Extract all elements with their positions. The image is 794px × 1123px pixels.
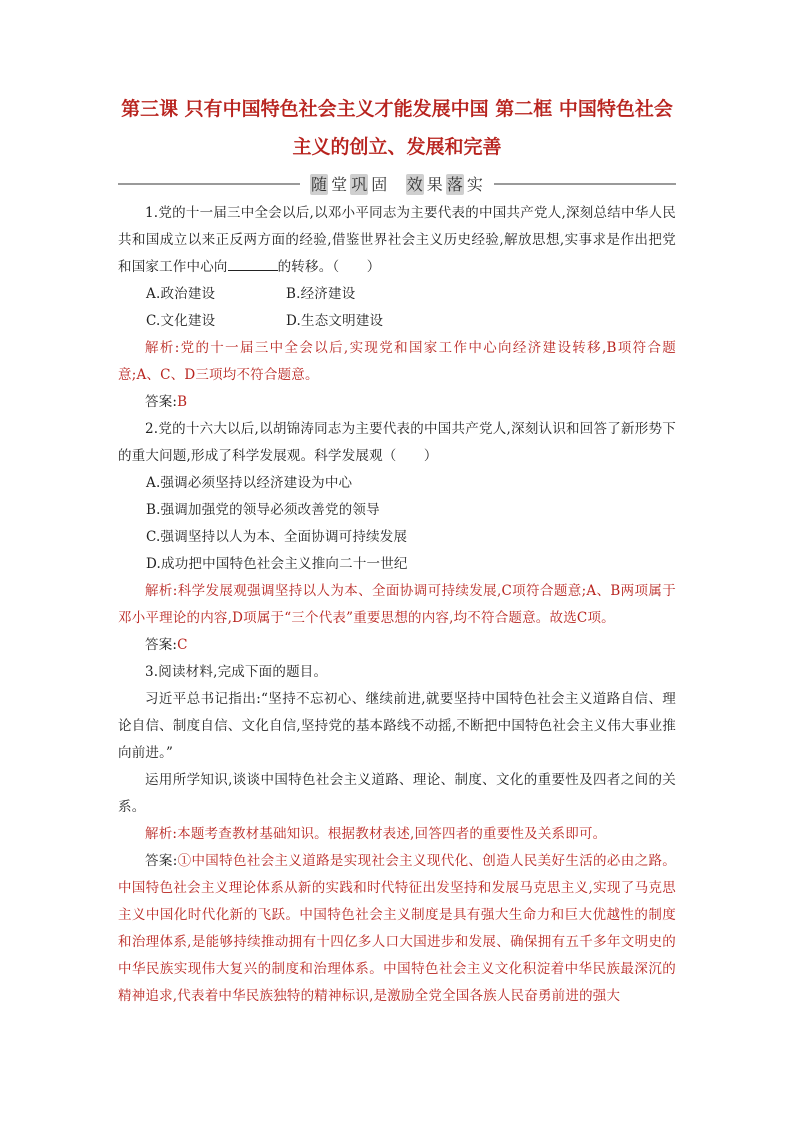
question-3-answer — [118, 848, 676, 1010]
question-2-analysis: 解析:科学发展观强调坚持以人为本、全面协调可持续发展,C项符合题意;A、B两项属于邓小平理论的内容,D项属于“三个代表”重要思想的内容,均不符合题意。故选C项。 — [118, 583, 676, 626]
option-c: C.文化建设 — [146, 313, 216, 329]
question-2-stem: 2.党的十六大以后,以胡锦涛同志为主要代表的中国共产党人,深刻认识和回答了新形势下的重大问题,形成了科学发展观。科学发展观（ ） — [118, 421, 676, 464]
option-b: B.经济建设 — [286, 286, 356, 302]
question-3-analysis: 解析:本题考查教材基础知识。根据教材表述,回答四者的重要性及关系即可。 — [145, 826, 607, 842]
answer-label: 答案: — [145, 853, 178, 869]
banner-char: 效 — [406, 174, 423, 194]
title-line-2: 主义的创立、发展和完善 — [292, 136, 502, 158]
answer-label: 答案: — [145, 394, 178, 410]
question-1-options-row-2 — [118, 308, 676, 335]
banner-char: 随 — [311, 174, 328, 194]
page-title — [100, 90, 694, 166]
option-c: C.强调坚持以人为本、全面协调可持续发展 — [146, 529, 408, 545]
banner-char: 落 — [446, 174, 463, 194]
banner-char: 堂 — [331, 174, 348, 194]
banner-char: 巩 — [351, 174, 368, 194]
banner-rule-right — [494, 183, 676, 185]
question-1-analysis: 解析:党的十一届三中全会以后,实现党和国家工作中心向经济建设转移,B项符合题意;A、C、D三项均不符合题意。 — [118, 340, 676, 383]
question-3-stem: 3.阅读材料,完成下面的题目。 — [145, 664, 328, 680]
option-d: D.生态文明建设 — [286, 313, 384, 329]
banner-char: 果 — [426, 174, 443, 194]
option-a: A.强调必须坚持以经济建设为中心 — [146, 475, 353, 491]
question-1-answer — [118, 389, 676, 416]
banner-gap — [390, 174, 403, 195]
banner-char: 实 — [466, 174, 483, 194]
title-line-1: 第三课 只有中国特色社会主义才能发展中国 第二框 中国特色社会 — [121, 98, 673, 120]
answer-value: C — [177, 637, 188, 653]
question-1-stem-text: 1.党的十一届三中全会以后,以邓小平同志为主要代表的中国共产党人,深刻总结中华人民共和国成立以来正反两方面的经验,借鉴世界社会主义历史经验,解放思想,实事求是作出把党和国家工作中心向 — [118, 205, 676, 275]
question-1-options-row-1 — [118, 281, 676, 308]
question-3-material: 习近平总书记指出:“坚持不忘初心、继续前进,就要坚持中国特色社会主义道路自信、理论自信、制度自信、文化自信,坚持党的基本路线不动摇,不断把中国特色社会主义伟大事业推向前进。” — [118, 691, 676, 761]
option-d: D.成功把中国特色社会主义推向二十一世纪 — [146, 556, 408, 572]
option-b: B.强调加强党的领导必须改善党的领导 — [146, 502, 380, 518]
answer-label: 答案: — [145, 637, 178, 653]
banner-char: 固 — [371, 174, 388, 194]
question-3-question: 运用所学知识,谈谈中国特色社会主义道路、理论、制度、文化的重要性及四者之间的关系。 — [118, 772, 676, 815]
option-a: A.政治建设 — [146, 286, 216, 302]
banner-rule-left — [118, 183, 300, 185]
question-2-answer — [118, 632, 676, 659]
answer-value: ①中国特色社会主义道路是实现社会主义现代化、创造人民美好生活的必由之路。中国特色社会主义理论体系从新的实践和时代特征出发坚持和发展马克思主义,实现了马克思主义中国化时代化新的飞跃。中国特色社会主义制度是具有强大生命力和巨大优越性的制度和治理体系,是能够持续推动拥有十四亿多人口大国进步和发展、确保拥有五千多年文明史的中华民族实现伟大复兴的制度和治理体系。中国特色社会主义文化积淀着中华民族最深沉的精神追求,代表着中华民族独特的精神标识,是激励全党全国各族人民奋勇前进的强大 — [118, 853, 676, 1004]
section-banner — [118, 173, 676, 195]
question-1-stem — [118, 200, 676, 281]
exercise-content — [118, 200, 676, 1010]
question-1-stem-tail: 的转移。（ ） — [277, 259, 381, 275]
answer-blank — [228, 256, 278, 271]
banner-label — [310, 173, 484, 195]
answer-value: B — [177, 394, 188, 410]
